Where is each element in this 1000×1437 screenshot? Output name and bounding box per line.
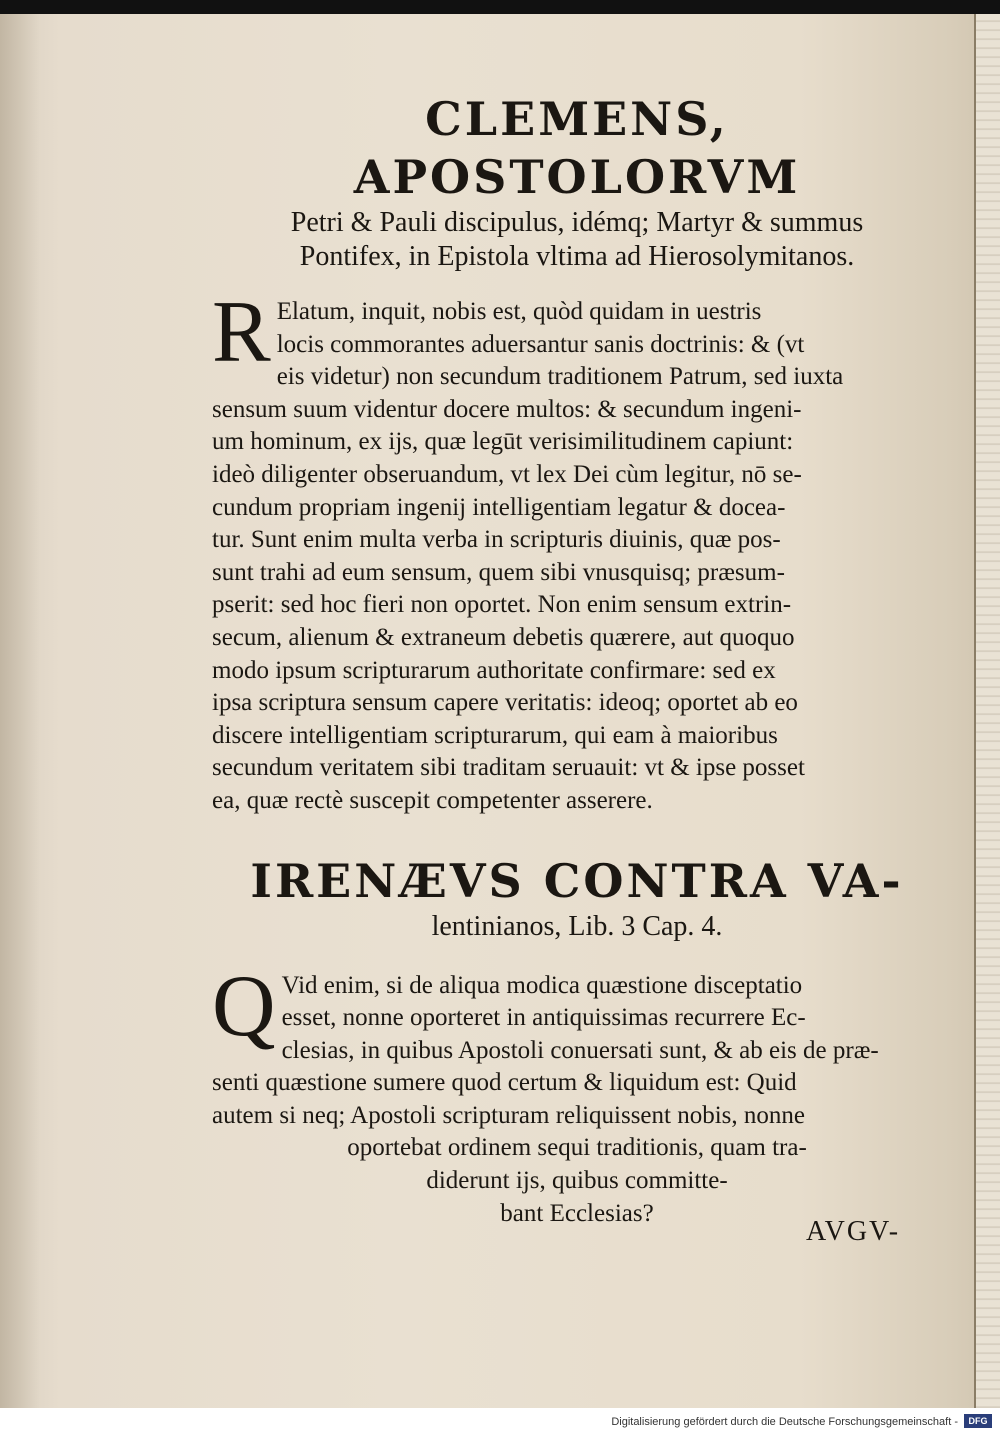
section-heading-clemens: CLEMENS, APOSTOLORVM — [353, 92, 801, 204]
text-line: secundum veritatem sibi traditam seruauit: vt & ipse posset — [212, 754, 805, 782]
page-edge — [974, 14, 1000, 1408]
paragraph-irenaeus — [212, 957, 942, 1231]
drop-cap: R — [212, 284, 271, 381]
section-subheading-line: Petri & Pauli discipulus, idémq; Martyr & summus — [290, 207, 864, 238]
section-heading-irenaeus: IRENÆVS CONTRA VA- — [250, 853, 904, 908]
drop-cap: Q — [212, 957, 276, 1055]
text-line: locis commorantes aduersantur sanis doctrinis: & (vt — [276, 330, 805, 358]
text-line: secum, alienum & extraneum debetis quærere, aut quoquo — [212, 623, 795, 651]
text-line: cundum propriam ingenij intelligentiam legatur & docea- — [212, 493, 786, 521]
text-line: sunt trahi ad eum sensum, quem sibi vnusquisq; præsum- — [212, 558, 785, 586]
text-line: oportebat ordinem sequi traditionis, quam tra- — [347, 1134, 807, 1162]
text-line: sensum suum videntur docere multos: & secundum ingeni- — [212, 395, 802, 423]
page-gutter-shade — [0, 14, 40, 1408]
footer-credit: Digitalisierung gefördert durch die Deutsche Forschungsgemeinschaft - — [611, 1416, 958, 1428]
text-line: discere intelligentiam scripturarum, qui eam à maioribus — [212, 721, 778, 749]
text-line: esset, nonne oporteret in antiquissimas recurrere Ec- — [281, 1004, 806, 1032]
section-subheading-line: Pontifex, in Epistola vltima ad Hierosolymitanos. — [299, 241, 855, 272]
page-text — [212, 90, 942, 1230]
text-line: ipsa scriptura sensum capere veritatis: ideoq; oportet ab eo — [212, 689, 798, 717]
text-line: ideò diligenter obseruandum, vt lex Dei cùm legitur, nō se- — [212, 460, 802, 488]
text-line: autem si neq; Apostoli scripturam reliquissent nobis, nonne — [212, 1101, 805, 1129]
text-line: Vid enim, si de aliqua modica quæstione disceptatio — [281, 971, 803, 999]
text-line: modo ipsum scripturarum authoritate confirmare: sed ex — [212, 656, 776, 684]
catchword: AVGV- — [806, 1216, 901, 1247]
text-line: clesias, in quibus Apostoli conuersati sunt, & ab eis de præ- — [281, 1036, 879, 1064]
footer — [0, 1408, 1000, 1437]
text-line: eis videtur) non secundum traditionem Patrum, sed iuxta — [276, 363, 844, 391]
text-line: senti quæstione sumere quod certum & liquidum est: Quid — [212, 1069, 797, 1097]
section-subheading-line: lentinianos, Lib. 3 Cap. 4. — [431, 910, 723, 942]
dfg-logo: DFG — [964, 1414, 992, 1428]
text-line: tur. Sunt enim multa verba in scripturis diuinis, quæ pos- — [212, 526, 781, 554]
text-line: diderunt ijs, quibus committe- — [426, 1167, 728, 1195]
text-line: Elatum, inquit, nobis est, quòd quidam in uestris — [276, 298, 762, 325]
text-line: um hominum, ex ijs, quæ legūt verisimilitudinem capiunt: — [212, 428, 794, 456]
text-line: ea, quæ rectè suscepit competenter asserere. — [212, 786, 653, 814]
text-line: bant Ecclesias? — [500, 1199, 654, 1227]
paragraph-clemens — [212, 284, 942, 818]
text-line: pserit: sed hoc fieri non oportet. Non enim sensum extrin- — [212, 591, 792, 619]
scan-top-band — [0, 0, 1000, 14]
